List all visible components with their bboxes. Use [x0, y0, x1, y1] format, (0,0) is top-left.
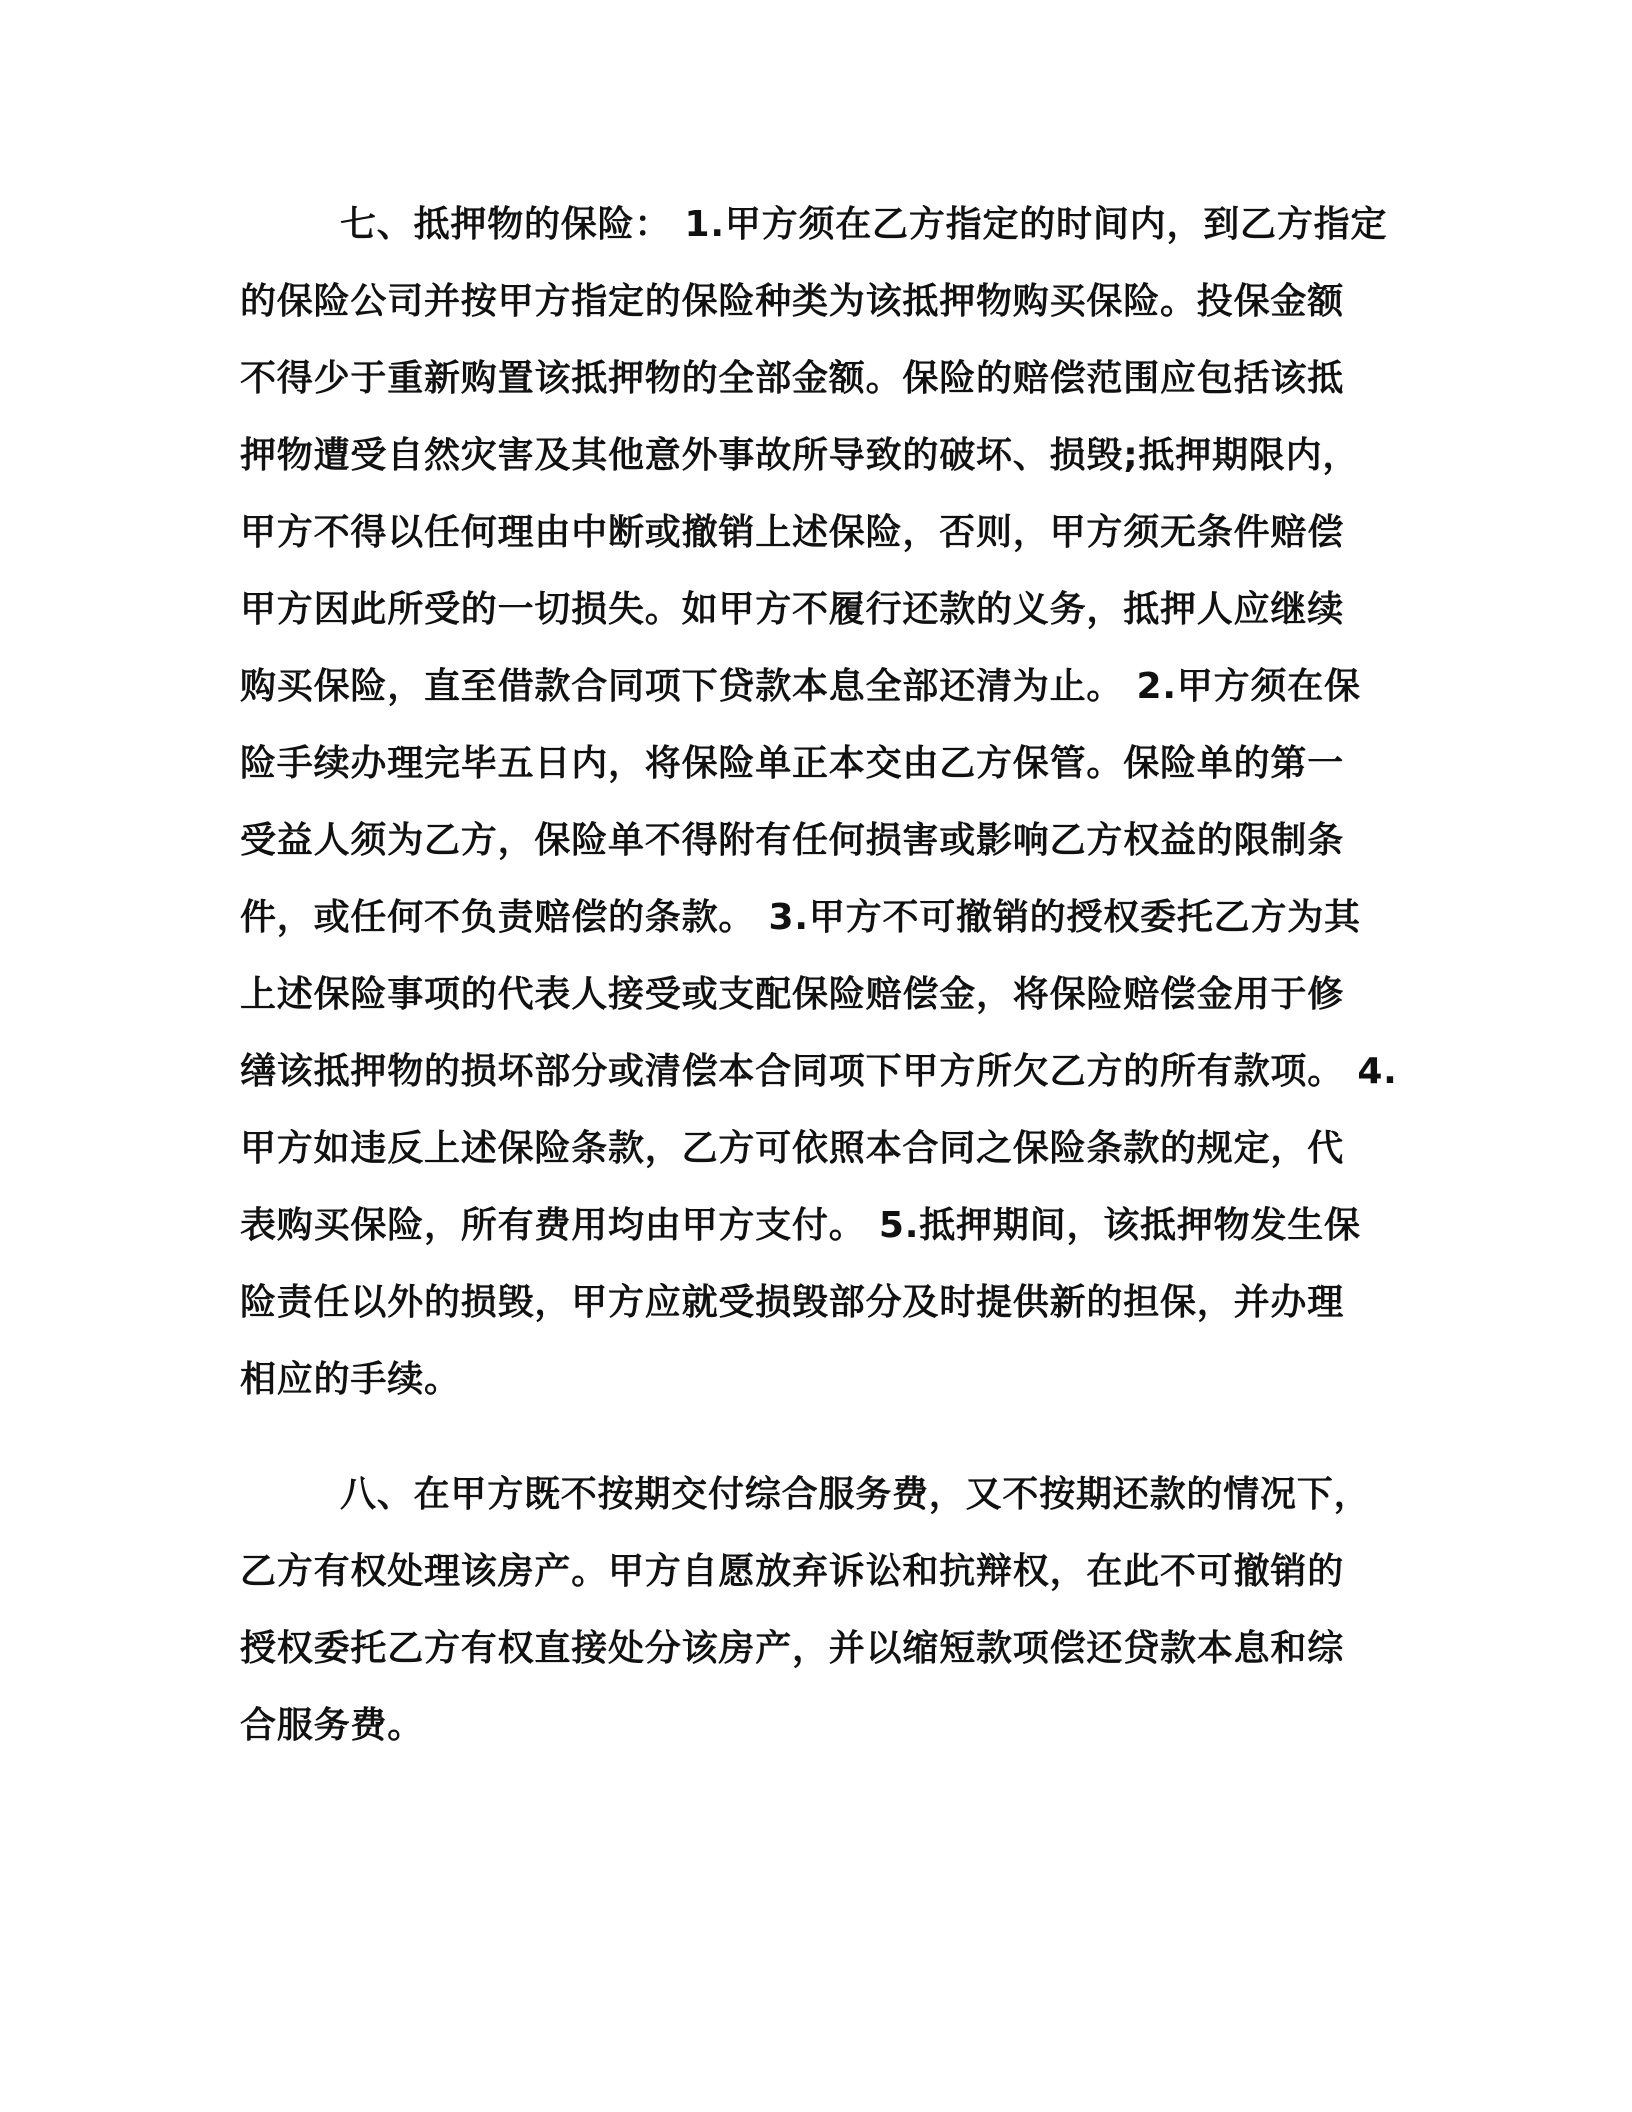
text-line: 上述保险事项的代表人接受或支配保险赔偿金，将保险赔偿金用于修: [240, 974, 1345, 1015]
text-line: 合服务费。: [240, 1705, 425, 1746]
paragraph-clause-7: [240, 186, 1400, 1418]
paragraph-spacer: [240, 1418, 1400, 1456]
text-line: 乙方有权处理该房产。甲方自愿放弃诉讼和抗辩权，在此不可撤销的: [240, 1551, 1345, 1592]
text-line: 押物遭受自然灾害及其他意外事故所导致的破坏、损毁;抵押期限内，: [240, 435, 1360, 476]
text-line: 八、在甲方既不按期交付综合服务费，又不按期还款的情况下，: [340, 1474, 1371, 1515]
text-line: 七、抵押物的保险： 1.甲方须在乙方指定的时间内，到乙方指定: [340, 204, 1388, 245]
text-line: 授权委托乙方有权直接处分该房产，并以缩短款项偿还贷款本息和综: [240, 1628, 1345, 1669]
document-body: [240, 186, 1400, 1764]
text-line: 的保险公司并按甲方指定的保险种类为该抵押物购买保险。投保金额: [240, 281, 1345, 322]
text-line: 甲方如违反上述保险条款，乙方可依照本合同之保险条款的规定，代: [240, 1128, 1345, 1169]
paragraph-clause-8: [240, 1456, 1400, 1764]
text-line: 甲方不得以任何理由中断或撤销上述保险，否则，甲方须无条件赔偿: [240, 512, 1345, 553]
text-line: 不得少于重新购置该抵押物的全部金额。保险的赔偿范围应包括该抵: [240, 358, 1345, 399]
text-line: 相应的手续。: [240, 1359, 461, 1400]
text-line: 表购买保险，所有费用均由甲方支付。 5.抵押期间，该抵押物发生保: [240, 1205, 1361, 1246]
text-line: 险手续办理完毕五日内，将保险单正本交由乙方保管。保险单的第一: [240, 743, 1345, 784]
text-line: 件，或任何不负责赔偿的条款。 3.甲方不可撤销的授权委托乙方为其: [240, 897, 1361, 938]
text-line: 甲方因此所受的一切损失。如甲方不履行还款的义务，抵押人应继续: [240, 589, 1345, 630]
text-line: 险责任以外的损毁，甲方应就受损毁部分及时提供新的担保，并办理: [240, 1282, 1345, 1323]
text-line: 购买保险，直至借款合同项下贷款本息全部还清为止。 2.甲方须在保: [240, 666, 1361, 707]
text-line: 受益人须为乙方，保险单不得附有任何损害或影响乙方权益的限制条: [240, 820, 1345, 861]
text-line: 缮该抵押物的损坏部分或清偿本合同项下甲方所欠乙方的所有款项。 4.: [240, 1051, 1398, 1092]
